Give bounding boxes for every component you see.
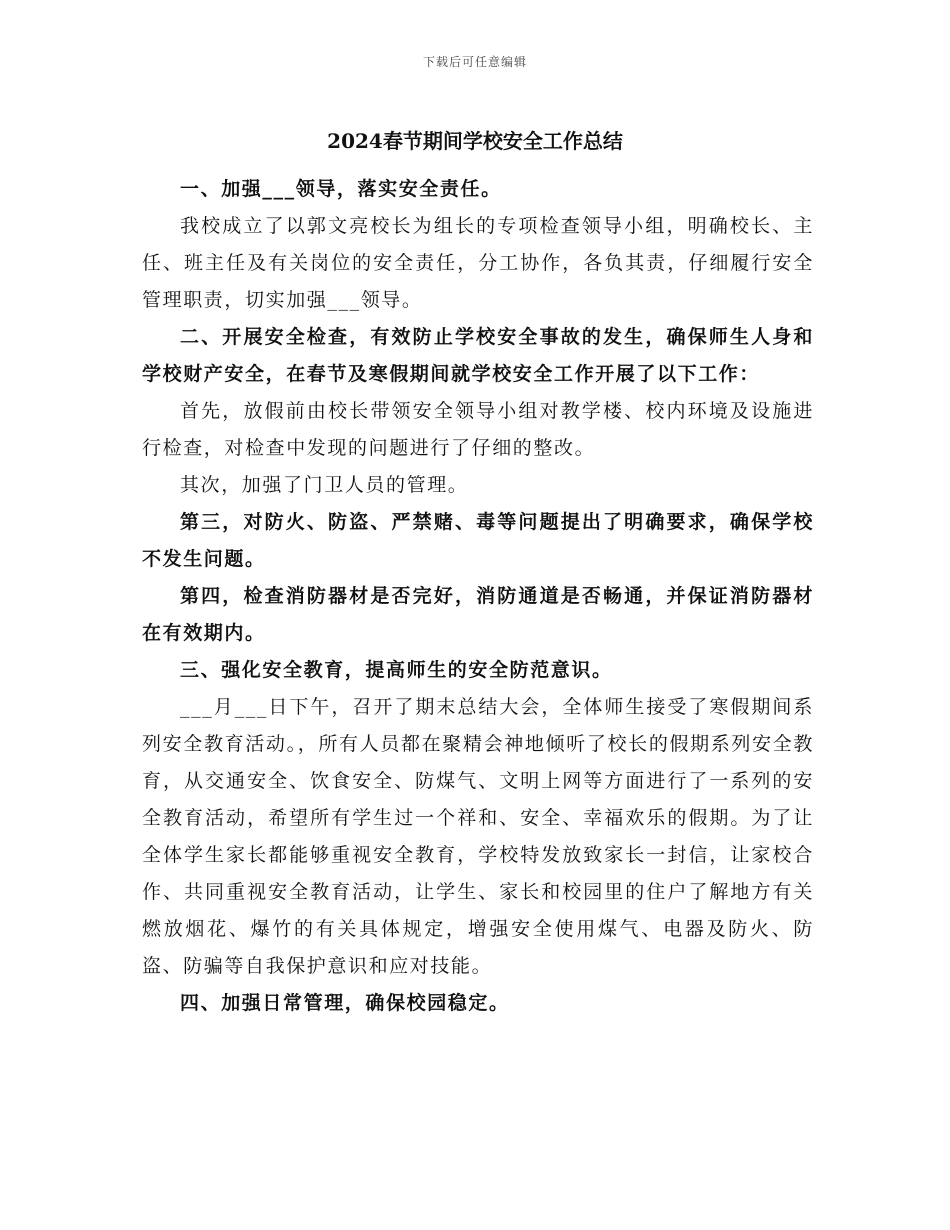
section-heading-3: 三、强化安全教育，提高师生的安全防范意识。 — [180, 659, 613, 681]
header-note: 下载后可任意编辑 — [422, 55, 527, 69]
body-paragraph-first: 首先，放假前由校长带领安全领导小组对教学楼、校内环境及设施进行检查，对检查中发现的问题进行了仔细的整改。 — [142, 400, 814, 459]
section-heading-4: 四、加强日常管理，确保校园稳定。 — [180, 992, 510, 1014]
section-heading-2: 二、开展安全检查，有效防止学校安全事故的发生，确保师生人身和学校财产安全，在春节及寒假期间就学校安全工作开展了以下工作： — [142, 326, 814, 385]
body-paragraph-1: 我校成立了以郭文亮校长为组长的专项检查领导小组，明确校长、主任、班主任及有关岗位的安全责任，分工协作，各负其责，仔细履行安全管理职责，切实加强___领导。 — [142, 215, 814, 311]
document-title: 2024春节期间学校安全工作总结 — [327, 129, 623, 153]
document-body — [142, 171, 814, 1022]
body-paragraph-fourth: 第四，检查消防器材是否完好，消防通道是否畅通，并保证消防器材在有效期内。 — [142, 585, 814, 644]
body-paragraph-second: 其次，加强了门卫人员的管理。 — [180, 474, 469, 496]
body-paragraph-third: 第三，对防火、防盗、严禁赌、毒等问题提出了明确要求，确保学校不发生问题。 — [142, 511, 814, 570]
section-heading-1: 一、加强___领导，落实安全责任。 — [180, 178, 502, 200]
body-paragraph-education: ___月___日下午，召开了期末总结大会，全体师生接受了寒假期间系列安全教育活动。，所有人员都在聚精会神地倾听了校长的假期系列安全教育，从交通安全、饮食安全、防煤气、文明上网等方面进行了一系列的安全教育活动，希望所有学生过一个祥和、安全、幸福欢乐的假期。为了让全体学生家长都能够重视安全教育，学校特发放致家长一封信，让家校合作、共同重视安全教育活动，让学生、家长和校园里的住户了解地方有关燃放烟花、爆竹的有关具体规定，增强安全使用煤气、电器及防火、防盗、防骗等自我保护意识和应对技能。 — [142, 696, 814, 977]
